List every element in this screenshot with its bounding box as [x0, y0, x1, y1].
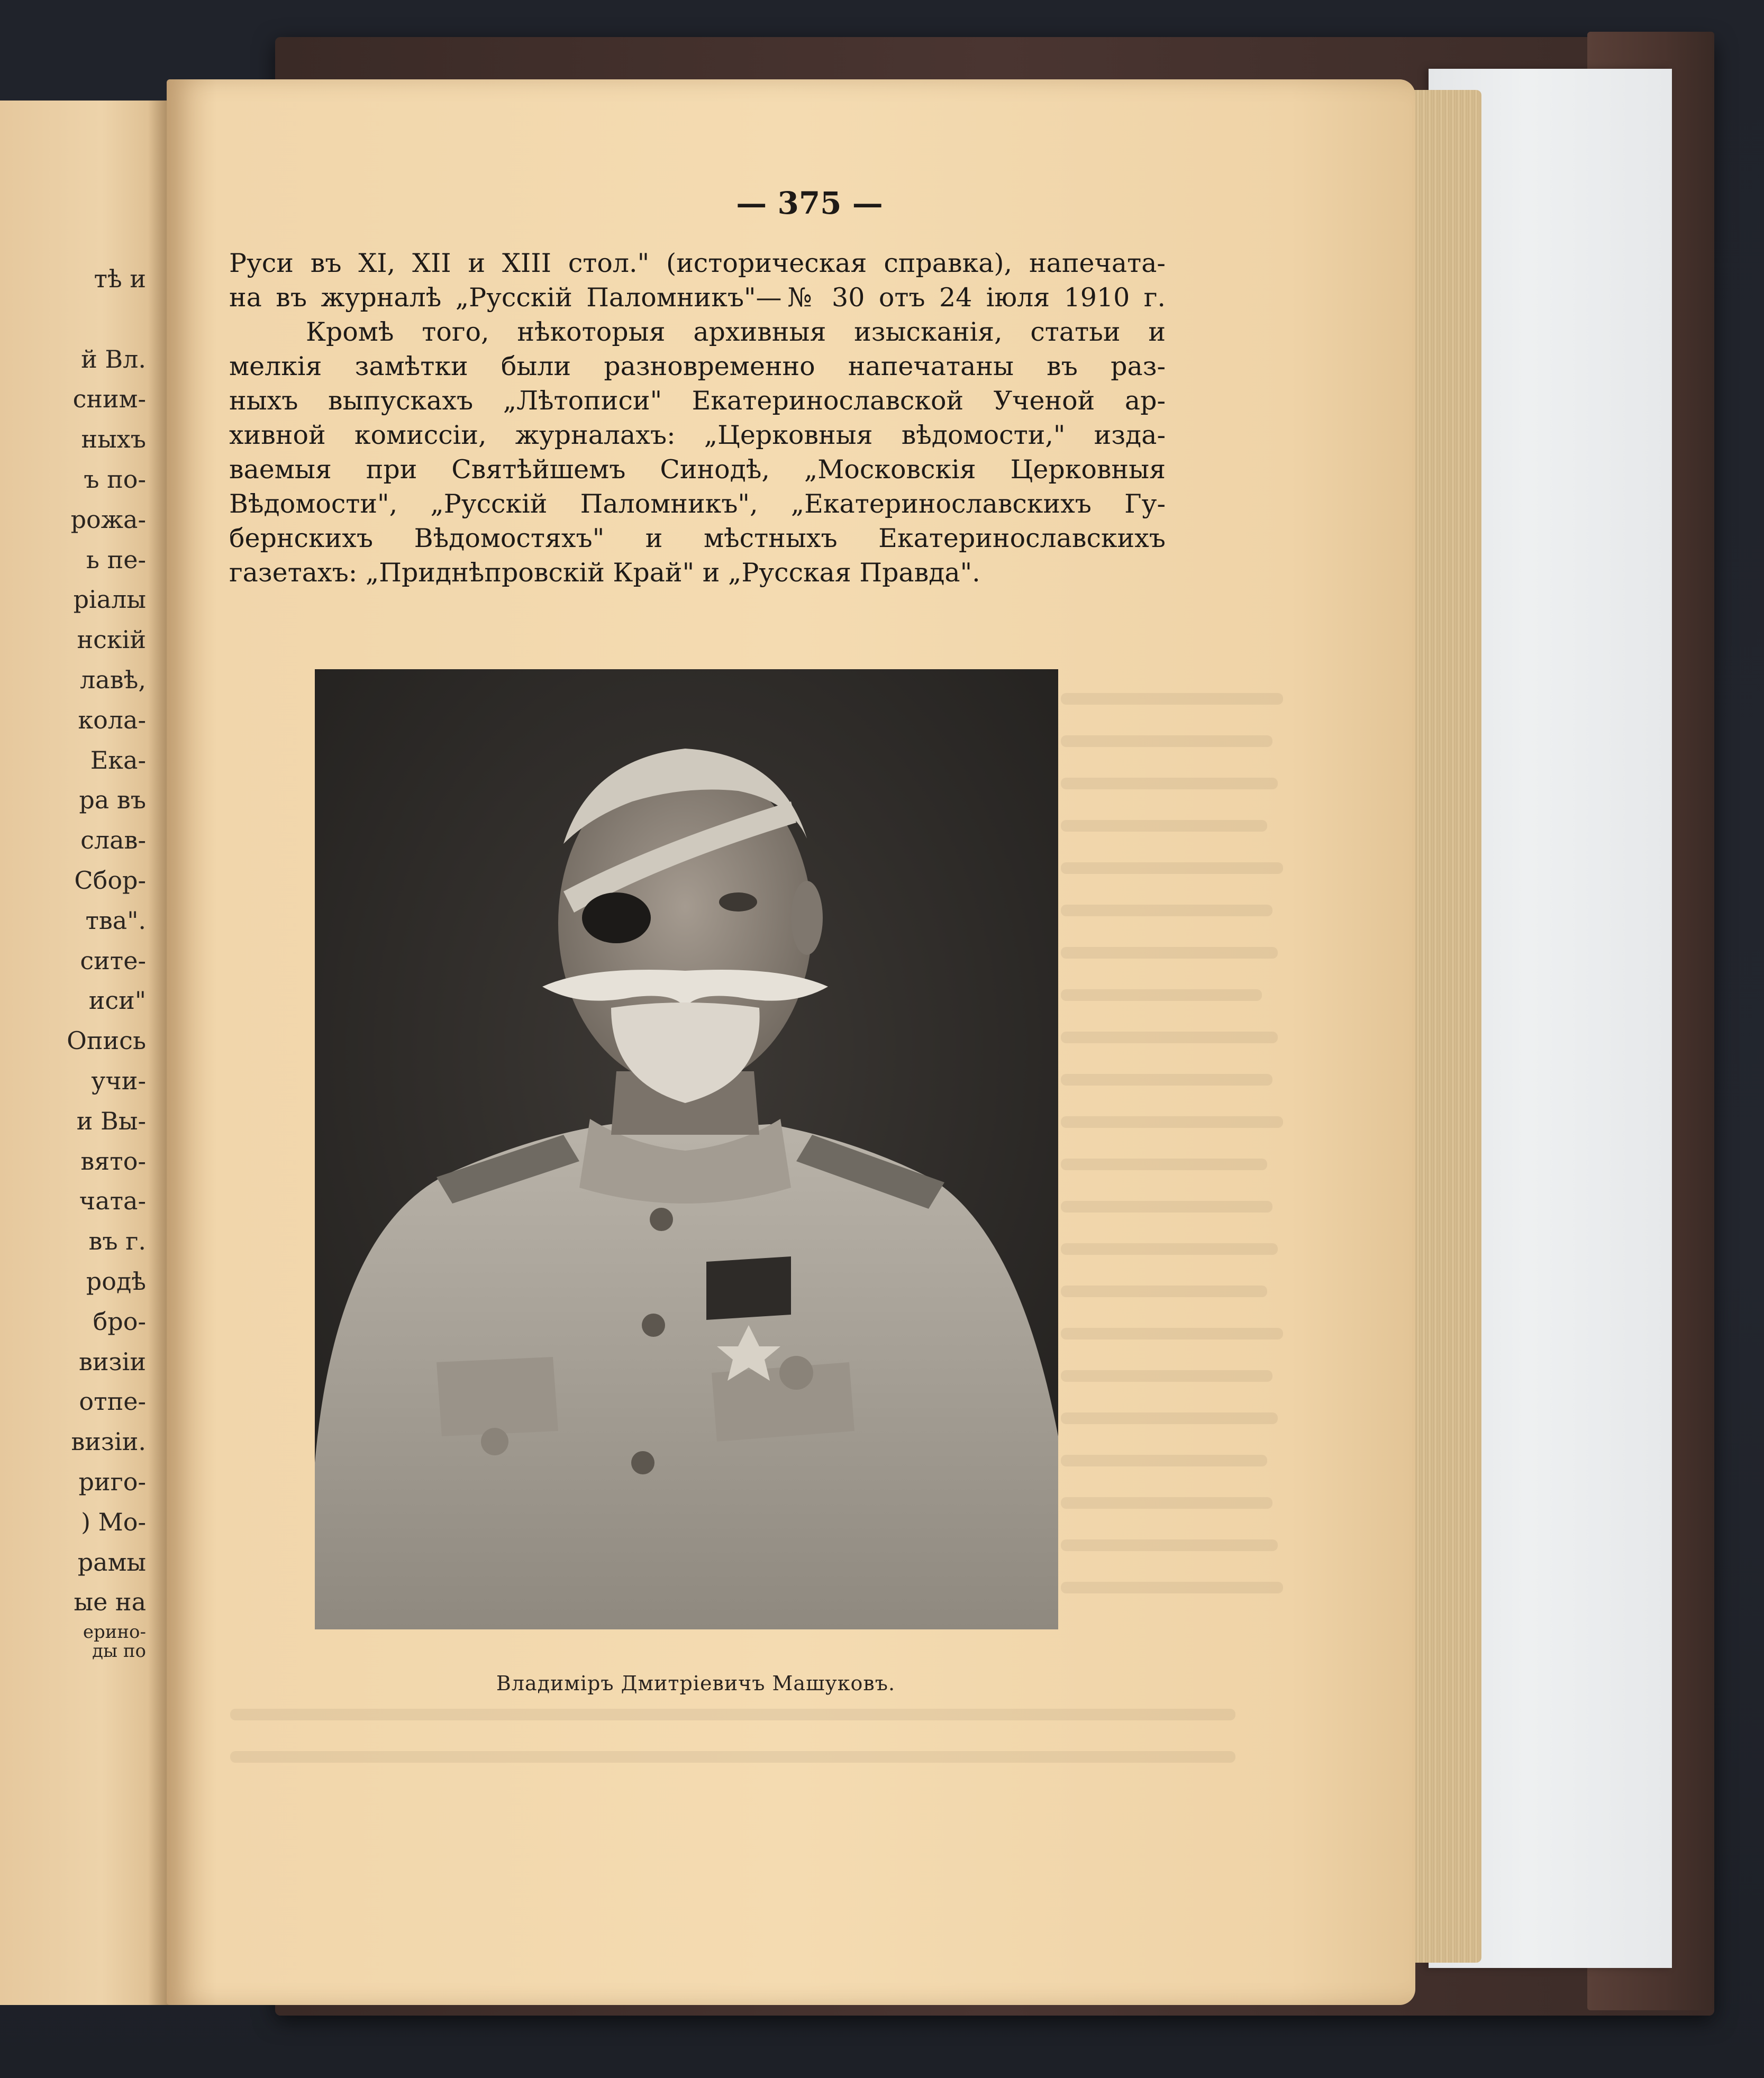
- left-page-line: учи-: [91, 1066, 146, 1095]
- left-page-line: Ека-: [90, 745, 146, 774]
- left-page-line: рожа-: [70, 505, 146, 534]
- left-page-line: ріалы: [73, 585, 146, 614]
- left-page-line: риго-: [78, 1467, 146, 1496]
- text-line-4: мелкія замѣтки были разновременно напечатаны въ раз-: [229, 351, 1166, 381]
- left-page-line: визіи.: [71, 1427, 146, 1456]
- left-page-line: лавѣ,: [80, 665, 146, 694]
- text-line-1: Руси въ XI, XII и XIII стол." (историческая справка), напечата-: [229, 248, 1166, 278]
- left-page-line: ые на: [74, 1588, 146, 1617]
- left-page-line: въ г.: [88, 1227, 146, 1256]
- portrait-photo: [315, 669, 1058, 1629]
- text-line-6: хивной комиссіи, журналахъ: „Церковныя вѣдомости," изда-: [229, 420, 1166, 450]
- left-page-text: [67, 259, 146, 1661]
- left-page-line: тва".: [85, 906, 146, 935]
- left-page-line: ра въ: [79, 786, 146, 815]
- left-page-line: ) Мо-: [81, 1507, 146, 1536]
- text-line-9: бернскихъ Вѣдомостяхъ" и мѣстныхъ Екатеринославскихъ: [229, 523, 1166, 553]
- left-page-line: сите-: [80, 946, 146, 975]
- left-page-footnote-line: ды по: [92, 1640, 146, 1662]
- left-page-footnote-line: ерино-: [83, 1621, 146, 1643]
- left-page-line: ъ по-: [84, 464, 146, 494]
- left-page-line: бро-: [93, 1307, 146, 1336]
- text-line-8: Вѣдомости", „Русскій Паломникъ", „Екатеринославскихъ Гу-: [229, 489, 1166, 519]
- text-line-3: Кромѣ того, нѣкоторыя архивныя изысканія, статьи и: [306, 317, 1166, 347]
- page-body-text: [229, 246, 1166, 590]
- left-page-line: Сбор-: [74, 865, 146, 895]
- text-line-5: ныхъ выпускахъ „Лѣтописи" Екатеринославской Ученой ар-: [229, 386, 1166, 416]
- left-page-line: кола-: [78, 705, 146, 734]
- left-page-line: Опись: [67, 1026, 146, 1055]
- left-page-line: отпе-: [79, 1387, 146, 1416]
- left-page-line: сним-: [72, 385, 146, 414]
- left-page-line: ь пе-: [86, 545, 146, 574]
- text-line-2: на въ журналѣ „Русскій Паломникъ"—№ 30 отъ 24 іюля 1910 г.: [229, 282, 1166, 313]
- left-page-line: родѣ: [86, 1266, 146, 1296]
- left-page-line: иси": [88, 986, 146, 1015]
- text-line-7: ваемыя при Святѣйшемъ Синодѣ, „Московскія Церковныя: [229, 454, 1166, 485]
- left-page-line: и Вы-: [76, 1106, 146, 1135]
- left-page-line: чата-: [79, 1187, 146, 1216]
- text-line-10: газетахъ: „Приднѣпровскій Край" и „Русская Правда".: [229, 558, 980, 588]
- left-page-line: [67, 299, 146, 340]
- left-page-line: рамы: [77, 1547, 146, 1576]
- left-page-line: й Вл.: [81, 344, 146, 373]
- photo-caption: Владиміръ Дмитріевичъ Машуковъ.: [496, 1672, 896, 1695]
- right-page: [167, 79, 1415, 2005]
- page-number: — 375 —: [736, 185, 883, 221]
- left-page: [0, 101, 169, 2005]
- left-page-line: визіи: [78, 1347, 146, 1376]
- left-page-line: слав-: [80, 826, 146, 855]
- left-page-line: вято-: [80, 1146, 146, 1175]
- left-page-line: нскій: [77, 625, 146, 654]
- left-page-line: ныхъ: [81, 425, 146, 454]
- left-page-line: тѣ и: [94, 265, 146, 293]
- left-page-gutter-shadow: [148, 101, 169, 2005]
